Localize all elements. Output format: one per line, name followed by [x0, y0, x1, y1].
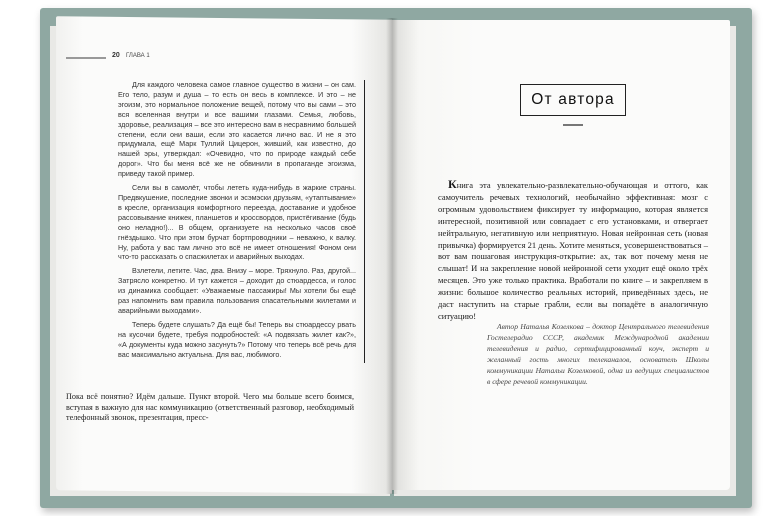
body-paragraph: Пока всё понятно? Идём дальше. Пункт второй. Чего мы больше всего боимся, вступая в важную для нас коммуникацию (ответственный разговор, необходимый телефонный звонок, презентация, пресс-	[66, 392, 354, 423]
callout-paragraph: Теперь будете слушать? Да ещё бы! Теперь вы стюардессу рвать на кусочки будете, требуя подробностей: «А подвязать жилет как?», «А документы куда можно засунуть?» Потому что теперь всё речь для вас максимально актуальна. Для вас, любимого.	[118, 319, 356, 359]
page-number: 20	[112, 52, 120, 59]
body-paragraph-text: нига эта увлекательно-развлекательно-обучающая и оттого, как самоучитель речевых технологий, необычайно эффективная: мозг с огромным удовольствием фиксирует ту информацию, которая является интересной, позитивной или совпадает с его установками, и отвергает нейтральную, негативную или неприятную. Новая нейронная сеть (новая привычка) формируется 21 день. Хотите меняться, усовершенствоваться – вот вам пошаговая инструкция-открытие: ах, так вот почему меня не слышат! И на закрепление новой нейронной сети уходит ещё около трёх месяцев. Это уже только практика. Вработали по книге – и закрепляем в жизни: большое количество реальных историй, приведённых здесь, не даст наступить на старые грабли, если вы попадёте в аналогичную ситуацию!	[438, 180, 708, 321]
right-body-text	[438, 179, 708, 323]
callout-paragraph: Для каждого человека самое главное существо в жизни – он сам. Его тело, разум и душа – то есть он весь в комплексе. И это – не эгоизм, это нормальное положение вещей, потому что вы сами – это вся вселенная внутри и все вашими глазами. Семья, любовь, здоровье, реализация – все это интересно вам в несравнимо большей степени, если они ваши, если это касается лично вас. И не я это придумала, ещё Марк Туллий Цицерон, живший, как известно, до нашей эры, утверждал: «Очевидно, что по природе каждый себе дорог». Что бы меня всё же не обвинили в пропаганде эгоизма, приведу такой пример.	[118, 80, 356, 179]
chapter-title-box	[520, 84, 626, 116]
callout-paragraph: Взлетели, летите. Час, два. Внизу – море. Тряхнуло. Раз, другой... Затрясло конкретно. И тут кажется – доходит до стюардесса, и голос из динамика сообщает: «Уважаемые пассажиры! Мы хотели бы ещё раз напомнить вам правила пользования спасательными жилетами и аварийными выходами».	[118, 266, 356, 315]
book-gutter	[386, 18, 398, 494]
body-paragraph	[438, 179, 708, 323]
chapter-title: От автора	[531, 91, 615, 108]
callout-paragraph: Сели вы в самолёт, чтобы лететь куда-нибудь в жаркие страны. Предвкушение, последние звонки и эсэмэски друзьям, «утаптывание» в кресле, организация комфортного переезда, доставание и удобное рассовывание книжек, планшетов и кроссвордов, пристёгивание (будь оно неладно!)... В общем, организуете на несколько часов своё гнёздышко. Что при этом бурчат бортпроводники – неважно, к валку. Ну, работа у вас там лично это всё не имеет отношения! Фоном они что-то рассказать о спасжилетах и аварийных выходах.	[118, 183, 356, 262]
title-underline	[563, 124, 583, 126]
left-body-text	[66, 392, 354, 424]
author-signature	[487, 321, 709, 388]
chapter-label: ГЛАВА 1	[126, 53, 150, 59]
callout-box	[118, 80, 365, 363]
running-header-rule	[66, 57, 106, 59]
drop-cap: К	[448, 177, 457, 191]
signature-text: Автор Наталья Козелкова – доктор Центрального телевидения Гостелерадио СССР, академик Международной академии телевидения и радио, сертифицированный коуч, эксперт и желанный гость многих телеканалов, основатель Школы коммуникации Натальи Козелковой, одна из ведущих специалистов в сфере речевой коммуникации.	[487, 322, 709, 387]
